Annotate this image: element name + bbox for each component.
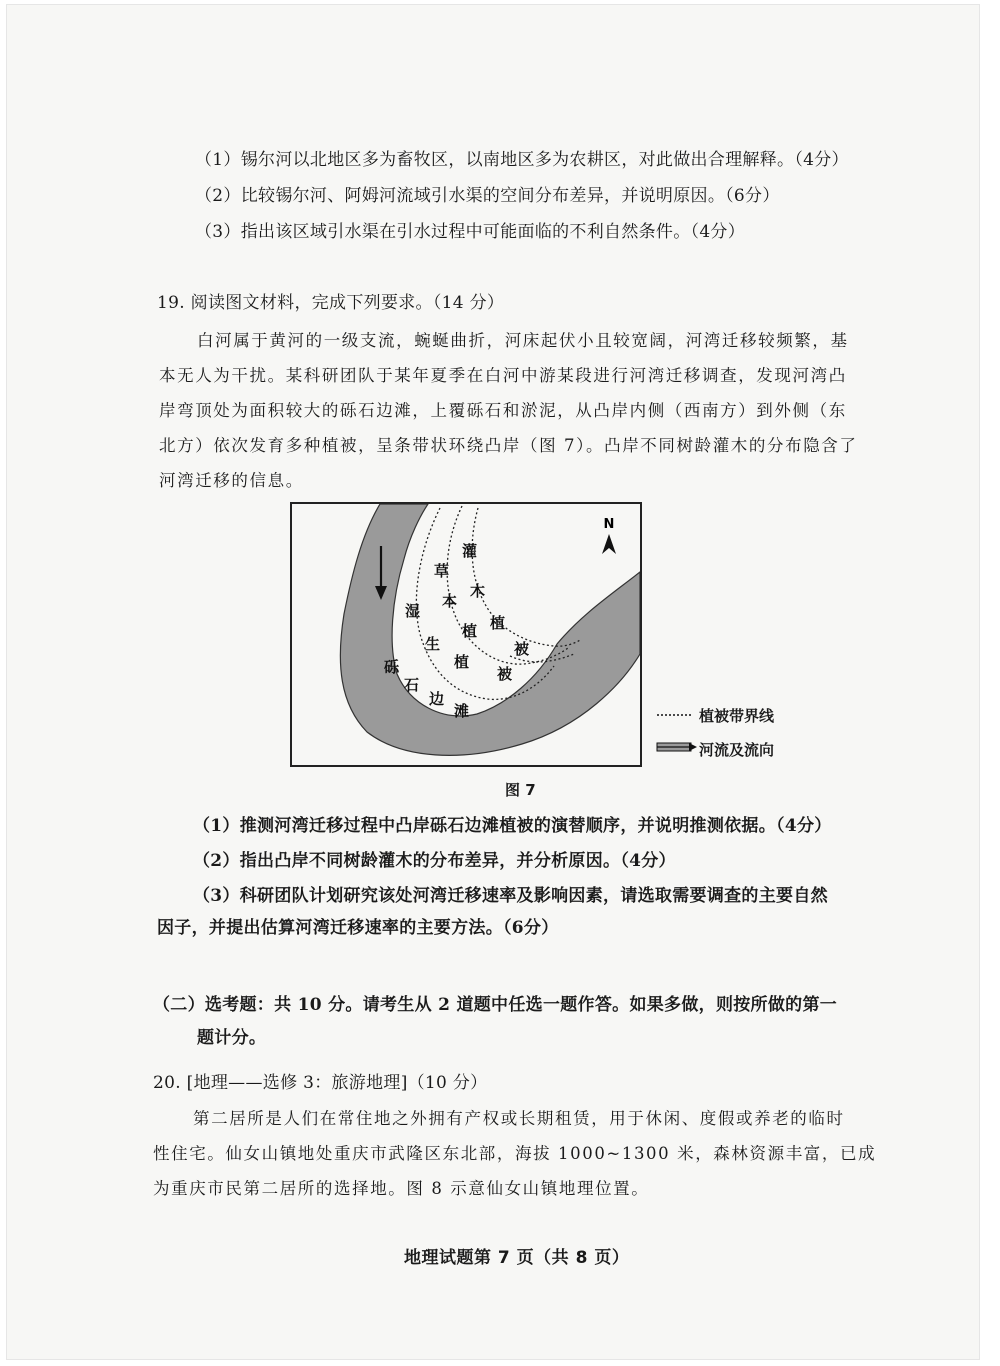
figure-caption: 图 7	[505, 781, 536, 799]
zone-label-gravel: 滩	[454, 702, 470, 720]
legend-boundary-label: 植被带界线	[699, 707, 775, 725]
north-label: N	[603, 517, 615, 532]
page-footer: 地理试题第 7 页（共 8 页）	[404, 1248, 630, 1268]
river-flow-symbol	[657, 743, 697, 751]
vegetation-boundary-line	[472, 508, 580, 646]
zone-label-gravel: 边	[429, 690, 445, 708]
river-bend-diagram	[292, 504, 640, 765]
zone-label-wet: 生	[425, 635, 441, 653]
q19-material-line: 岸弯顶处为面积较大的砾石边滩，上覆砾石和淤泥，从凸岸内侧（西南方）到外侧（东	[159, 401, 847, 420]
q19-part-3: （3）科研团队计划研究该处河湾迁移速率及影响因素，请选取需要调查的主要自然	[193, 886, 828, 906]
optional-section-heading: （二）选考题：共 10 分。请考生从 2 道题中任选一题作答。如果多做，则按所做的第一	[153, 995, 838, 1015]
q18-part-1: （1）锡尔河以北地区多为畜牧区，以南地区多为农耕区，对此做出合理解释。（4分）	[195, 150, 849, 170]
figure-7-map	[290, 502, 642, 767]
q19-material-line: 北方）依次发育多种植被，呈条带状环绕凸岸（图 7）。凸岸不同树龄灌木的分布隐含了	[159, 436, 858, 455]
zone-label-gravel: 砾	[384, 658, 400, 676]
q20-material-line: 性住宅。仙女山镇地处重庆市武隆区东北部，海拔 1000~1300 米，森林资源丰富，已成	[153, 1144, 877, 1163]
zone-label-shrub: 植	[490, 614, 506, 632]
q20-title: 20. [地理——选修 3：旅游地理]（10 分）	[153, 1073, 488, 1093]
zone-label-shrub: 木	[470, 582, 486, 600]
q19-part-1: （1）推测河湾迁移过程中凸岸砾石边滩植被的演替顺序，并说明推测依据。（4分）	[193, 816, 832, 836]
zone-label-herb: 本	[442, 592, 458, 610]
vegetation-boundary-line	[447, 506, 568, 664]
zone-label-wet: 湿	[405, 602, 421, 620]
q20-material-line: 为重庆市民第二居所的选择地。图 8 示意仙女山镇地理位置。	[153, 1179, 650, 1198]
q19-title: 19. 阅读图文材料，完成下列要求。（14 分）	[157, 293, 505, 313]
zone-label-herb: 草	[434, 562, 450, 580]
legend-river-label: 河流及流向	[699, 741, 775, 759]
q18-part-2: （2）比较锡尔河、阿姆河流域引水渠的空间分布差异，并说明原因。（6分）	[195, 186, 780, 206]
optional-section-heading-cont: 题计分。	[197, 1028, 267, 1048]
north-arrow-icon	[602, 517, 616, 554]
q19-material-line: 河湾迁移的信息。	[159, 471, 304, 490]
zone-label-gravel: 石	[404, 676, 420, 694]
zone-label-herb: 被	[497, 665, 513, 683]
legend-symbols	[655, 705, 697, 757]
q19-part-2: （2）指出凸岸不同树龄灌木的分布差异，并分析原因。（4分）	[193, 851, 676, 871]
zone-label-herb: 植	[462, 622, 478, 640]
q19-part-3-cont: 因子，并提出估算河湾迁移速率的主要方法。（6分）	[157, 918, 559, 938]
q18-part-3: （3）指出该区域引水渠在引水过程中可能面临的不利自然条件。（4分）	[195, 222, 746, 242]
zone-label-wet: 植	[454, 653, 470, 671]
q19-material-line: 白河属于黄河的一级支流，蜿蜒曲折，河床起伏小且较宽阔，河湾迁移较频繁，基	[197, 331, 849, 350]
q19-material-line: 本无人为干扰。某科研团队于某年夏季在白河中游某段进行河湾迁移调查，发现河湾凸	[159, 366, 847, 385]
vegetation-boundary-line	[416, 508, 554, 699]
zone-label-shrub: 被	[514, 640, 530, 658]
zone-label-shrub: 灌	[462, 542, 478, 560]
exam-page	[6, 4, 980, 1360]
q20-material-line: 第二居所是人们在常住地之外拥有产权或长期租赁，用于休闲、度假或养老的临时	[193, 1109, 845, 1128]
